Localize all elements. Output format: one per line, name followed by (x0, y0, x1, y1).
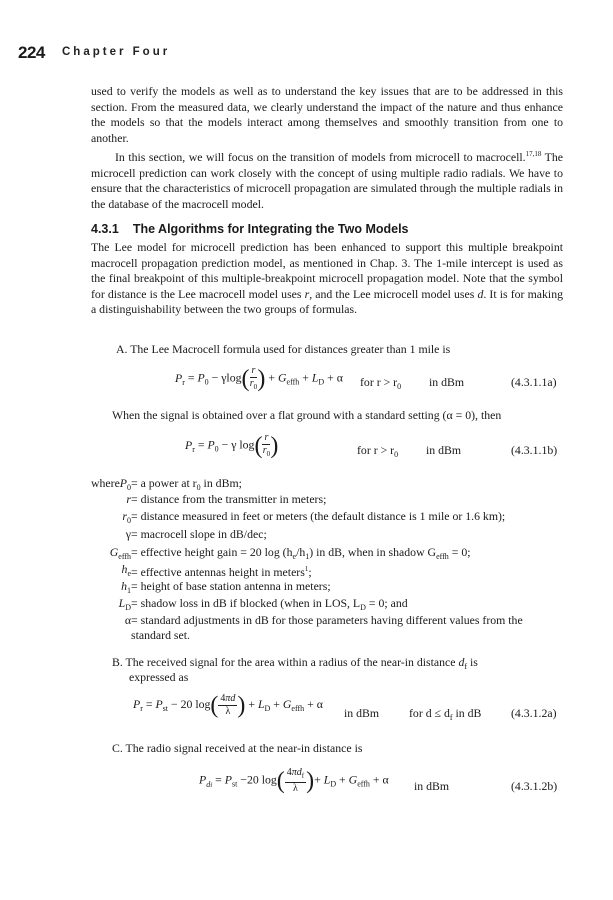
def-p0: = a power at $r_0$ in dBm; (131, 476, 242, 492)
equation-4-number: (4.3.1.2b) (511, 779, 558, 793)
equation-3-number: (4.3.1.2a) (511, 706, 557, 720)
def-label-p0: $P_0$ (119, 476, 131, 492)
equation-4-unit: in dBm (414, 779, 450, 793)
equation-1-unit: in dBm (429, 375, 465, 389)
def-gamma: = macrocell slope in dB/dec; (131, 527, 267, 541)
item-b-text: B. The received signal for the area within a radius of the near-in distance $d_f$ is (112, 655, 478, 671)
page-number: 224 (18, 43, 45, 62)
def-label-ld: $L_D$ (118, 596, 131, 612)
item-c-text: C. The radio signal received at the near-in distance is (112, 741, 363, 755)
paragraph-3: The Lee model for microcell prediction has been enhanced to support this multiple breakpoint macrocell propagation prediction model, as mentioned in Chap. 3. The 1-mile intercept is used as the final breakpoint of this multiple-breakpoint microcell propagation model. Note that the symbol for distance is the Lee macrocell model uses r, and the Lee microcell model uses d. It is for making a distinguishability between the two groups of formulas. (91, 240, 563, 317)
def-label-r0: $r_0$ (122, 509, 131, 525)
definition-where: where (91, 476, 120, 490)
equation-2-condition: for $r > r_0$ (357, 443, 399, 459)
def-r0: = distance measured in feet or meters (the default distance is 1 mile or 1.6 km); (131, 509, 506, 523)
def-label-geffh: $G_{effh}$ (109, 545, 131, 561)
def-label-h1: $h_1$ (121, 579, 131, 595)
item-a-text-2: When the signal is obtained over a flat ground with a standard setting (α = 0), then (112, 408, 502, 422)
equation-2: $P_r = P_0 - \gamma$ log( $\frac{r}{r_0}$ ) (185, 432, 279, 459)
equation-4: $P_{df} = P_{st} -20$ log( $\frac{4\pi d_f}{\lambda}$ )+ $L_D + G_{effh} + \alpha$ (199, 767, 389, 794)
equation-1: $P_r = P_0 - \gamma\log$( $\frac{r}{r_0}$ ) + $G_{effh} + L_D + \alpha$ (175, 365, 343, 392)
def-r: = distance from the transmitter in meters; (131, 492, 327, 506)
equation-3-condition: for $d \le d_f$ in dB (409, 706, 482, 722)
equation-3-unit: in dBm (344, 706, 380, 720)
def-alpha: = standard adjustments in dB for those parameters having different values from the standard set. (131, 613, 523, 642)
def-label-he: $h_e$ (121, 562, 131, 578)
equation-1-number: (4.3.1.1a) (511, 375, 557, 389)
def-he: = effective antennas height in meters$^1$; (131, 564, 312, 579)
def-ld: = shadow loss in dB if blocked (when in LOS, $L_D = 0$; and (131, 596, 408, 612)
def-h1: = height of base station antenna in meters; (131, 579, 331, 593)
paragraph-1: used to verify the models as well as to understand the key issues that are to be addressed in this section. From the measured data, we clearly understand the impact of the nature and thus enhance the models so that the models interact among themselves and smoothly transition from one to another. (91, 84, 563, 145)
equation-2-unit: in dBm (426, 443, 462, 457)
equation-2-number: (4.3.1.1b) (511, 443, 558, 457)
equation-1-condition: for $r > r_0$ (360, 375, 402, 391)
item-a-text: A. The Lee Macrocell formula used for distances greater than 1 mile is (116, 342, 451, 356)
chapter-title: Chapter Four (62, 46, 171, 58)
def-label-gamma: γ (125, 527, 131, 541)
paragraph-2: In this section, we will focus on the transition of models from microcell to macrocell.$^{17,18}$ The microcell prediction can work closely with the concept of using multiple radio radials. We have to ensure that the characteristics of microcell propagation are simulated through the multiple radials in the database of the macrocell model. (91, 149, 563, 211)
def-label-alpha: α (124, 613, 131, 627)
def-geffh: = effective height gain = 20 $\log (h_e/h_1)$ in dB, when in shadow $G_{effh} = 0$; (131, 545, 471, 561)
def-label-r: r (126, 492, 131, 506)
equation-3: $P_r = P_{st} - 20$ log( $\frac{4\pi d}{\lambda}$ ) + $L_D + G_{effh} + \alpha$ (133, 692, 323, 719)
item-b-text-2: expressed as (129, 670, 189, 684)
section-heading: 4.3.1 The Algorithms for Integrating the Two Models (91, 222, 409, 236)
